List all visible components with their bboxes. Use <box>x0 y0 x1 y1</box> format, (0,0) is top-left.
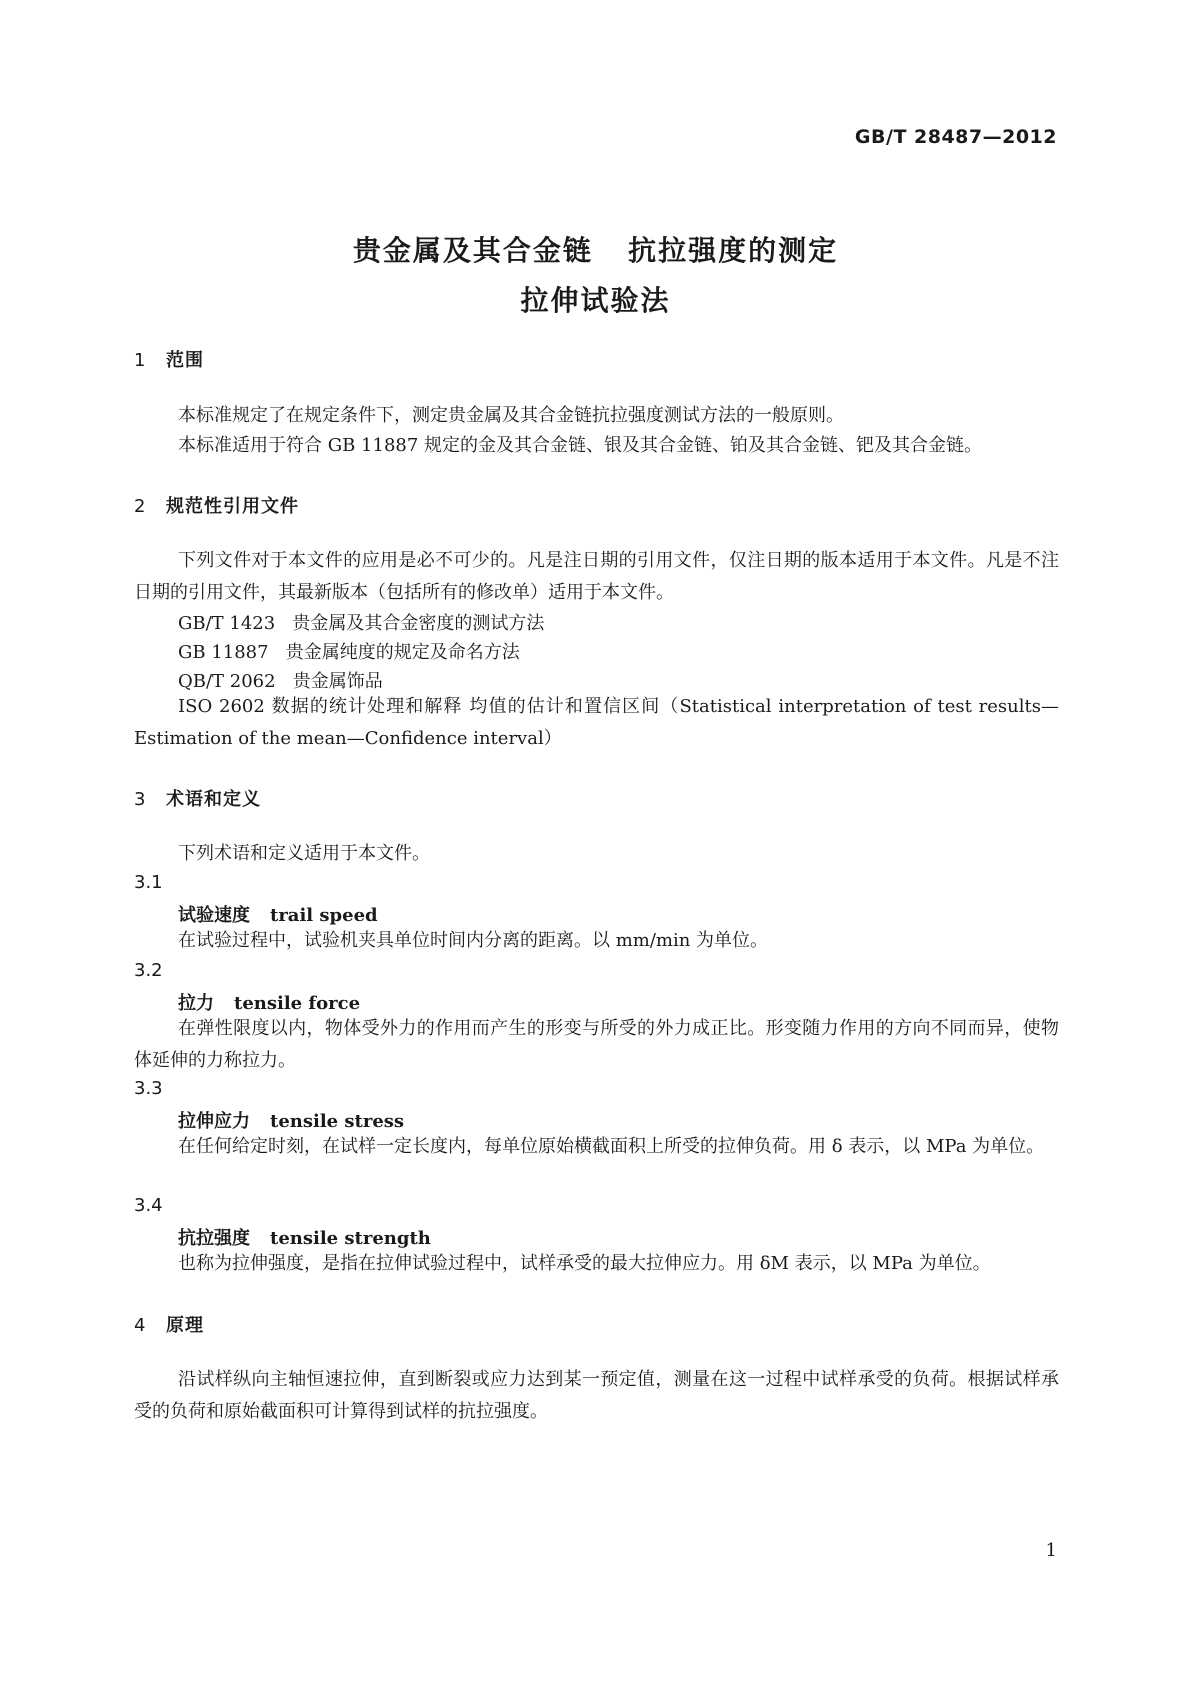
term-definition: 在试验过程中，试验机夹具单位时间内分离的距离。以 mm/min 为单位。 <box>178 930 769 951</box>
section-number: 3 <box>134 789 147 810</box>
term-name-cn: 拉伸应力 <box>178 1111 250 1132</box>
standard-number: GB/T 28487—2012 <box>854 126 1057 148</box>
section-4-heading <box>134 1311 204 1337</box>
section-number: 1 <box>134 350 147 371</box>
title-line-1: 贵金属及其合金链 抗拉强度的测定 <box>352 234 839 267</box>
reference-item-iso: ISO 2602 数据的统计处理和解释 均值的估计和置信区间（Statistical interpretation of test results—Estimation of the mean—Confidence interval） <box>134 696 1059 749</box>
term-definition: 也称为拉伸强度，是指在拉伸试验过程中，试样承受的最大拉伸应力。用 δM 表示，以 MPa 为单位。 <box>178 1253 991 1274</box>
section-title: 范围 <box>166 350 204 371</box>
term-name <box>178 989 360 1015</box>
term-name-en: tensile strength <box>270 1228 431 1249</box>
reference-item: GB 11887 贵金属纯度的规定及命名方法 <box>178 642 520 663</box>
section-2-heading <box>134 492 299 518</box>
title-line-2: 拉伸试验法 <box>520 284 671 317</box>
term-definition: 在弹性限度以内，物体受外力的作用而产生的形变与所受的外力成正比。形变随力作用的方向不同而异，使物体延伸的力称拉力。 <box>134 1018 1059 1071</box>
section-4-paragraph: 沿试样纵向主轴恒速拉伸，直到断裂或应力达到某一预定值，测量在这一过程中试样承受的负荷。根据试样承受的负荷和原始截面积可计算得到试样的抗拉强度。 <box>134 1369 1059 1422</box>
term-number: 3.2 <box>134 960 163 981</box>
term-name-en: tensile force <box>234 993 361 1014</box>
term-name <box>178 1224 431 1250</box>
term-number: 3.3 <box>134 1078 163 1099</box>
term-number: 3.1 <box>134 872 163 893</box>
reference-item: QB/T 2062 贵金属饰品 <box>178 671 383 692</box>
term-name <box>178 1107 404 1133</box>
section-3-heading <box>134 785 261 811</box>
section-number: 2 <box>134 496 147 517</box>
document-title <box>0 226 1191 326</box>
term-number: 3.4 <box>134 1195 163 1216</box>
term-name-en: tensile stress <box>270 1111 405 1132</box>
section-title: 术语和定义 <box>166 789 261 810</box>
section-2-intro: 下列文件对于本文件的应用是必不可少的。凡是注日期的引用文件，仅注日期的版本适用于本文件。凡是不注日期的引用文件，其最新版本（包括所有的修改单）适用于本文件。 <box>134 550 1059 603</box>
section-title: 规范性引用文件 <box>166 496 299 517</box>
term-name-cn: 抗拉强度 <box>178 1228 250 1249</box>
section-1-heading <box>134 346 204 372</box>
page-number: 1 <box>1045 1540 1057 1561</box>
term-name <box>178 901 378 927</box>
section-1-paragraph-1: 本标准规定了在规定条件下，测定贵金属及其合金链抗拉强度测试方法的一般原则。 <box>178 405 844 426</box>
term-name-cn: 拉力 <box>178 993 214 1014</box>
section-number: 4 <box>134 1315 147 1336</box>
term-name-cn: 试验速度 <box>178 905 250 926</box>
term-definition: 在任何给定时刻，在试样一定长度内，每单位原始横截面积上所受的拉伸负荷。用 δ 表示，以 MPa 为单位。 <box>178 1136 1045 1157</box>
term-name-en: trail speed <box>270 905 378 926</box>
section-title: 原理 <box>166 1315 204 1336</box>
reference-item: GB/T 1423 贵金属及其合金密度的测试方法 <box>178 613 545 634</box>
section-3-intro: 下列术语和定义适用于本文件。 <box>178 843 430 864</box>
section-1-paragraph-2: 本标准适用于符合 GB 11887 规定的金及其合金链、银及其合金链、铂及其合金链、钯及其合金链。 <box>178 435 983 456</box>
